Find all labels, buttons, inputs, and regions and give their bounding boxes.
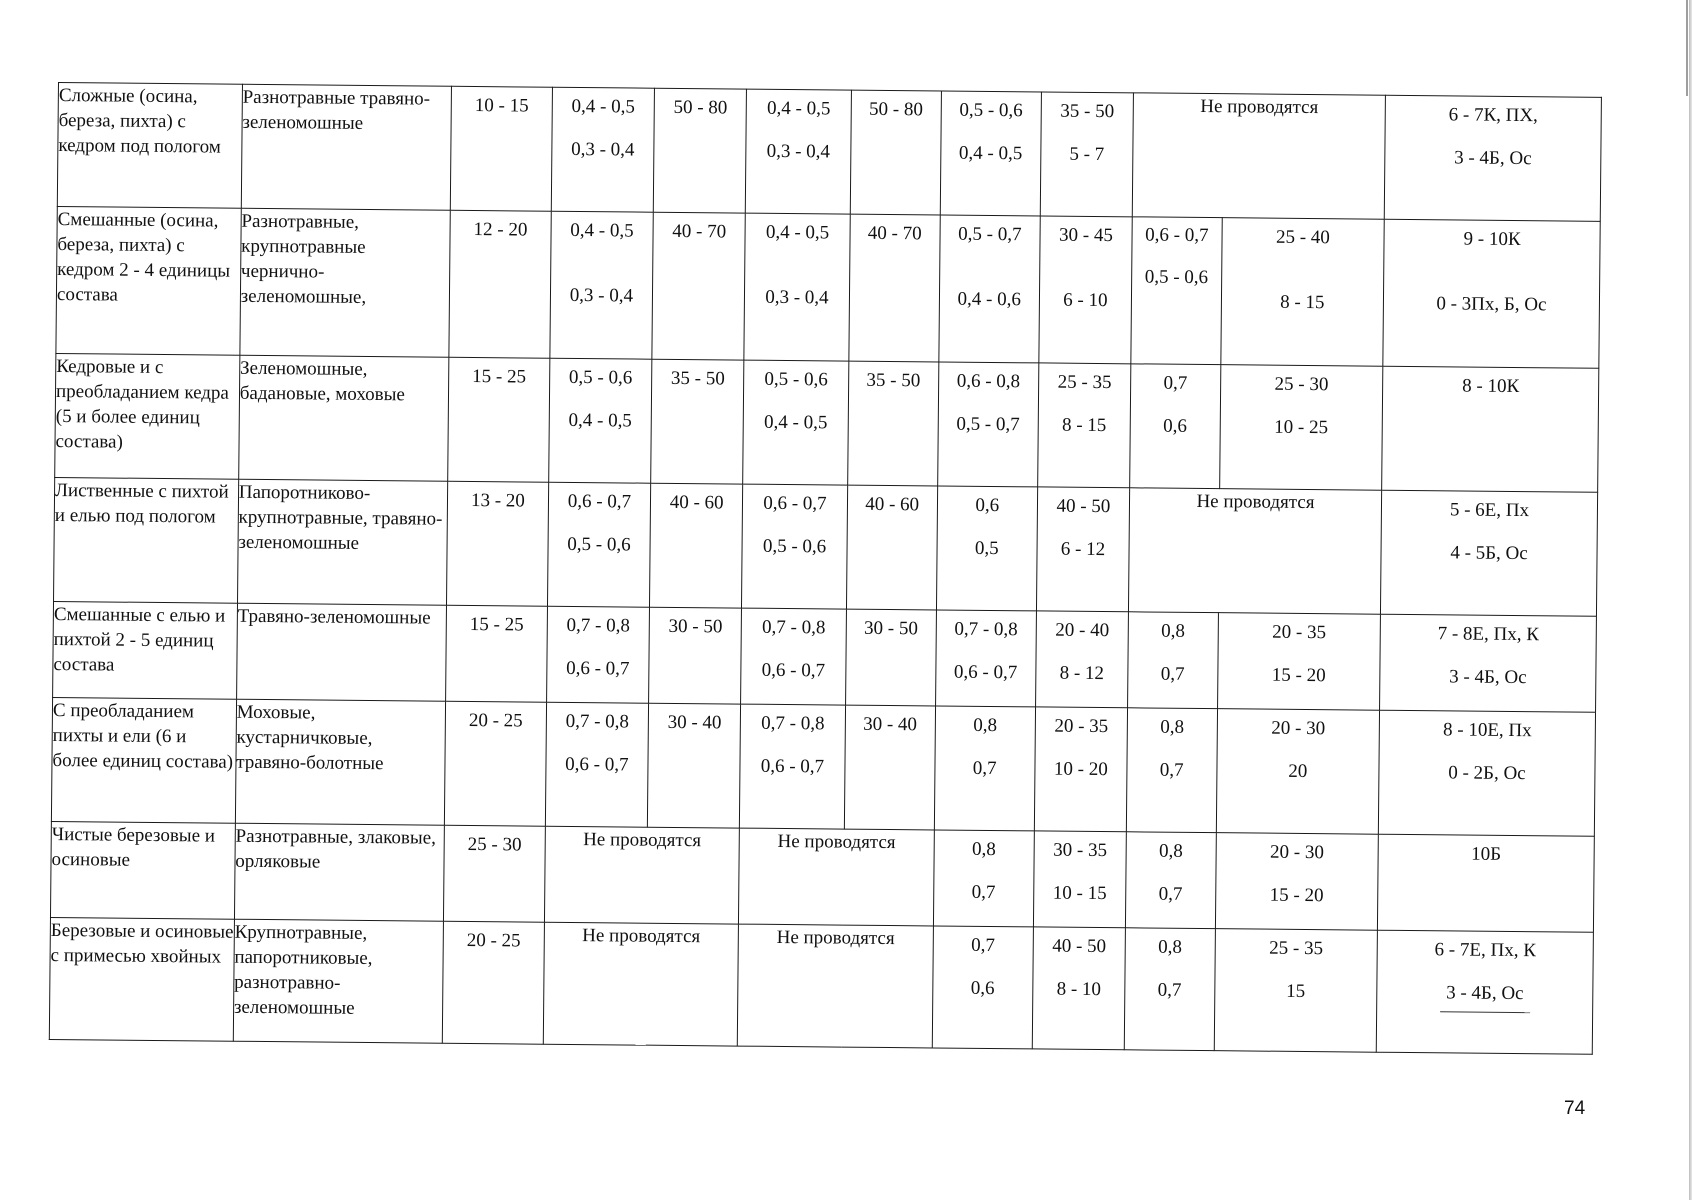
intensity-1-cell: [650, 483, 743, 608]
value-line: 0,7 - 0,8: [565, 710, 630, 733]
value-line: 0,5 - 0,6: [567, 533, 631, 556]
density-4-cell: [1124, 928, 1215, 1051]
value-line: 3 - 4Б, Ос: [1449, 666, 1527, 689]
intensity-2-cell: [845, 609, 936, 706]
value-line: 30 - 35: [1053, 839, 1108, 862]
value-line: 8 - 12: [1059, 662, 1105, 685]
intensity-1-cell: [652, 212, 745, 360]
density-3-cell: [933, 830, 1034, 927]
value-line: 30 - 50: [863, 617, 918, 640]
intensity-1-cell: [651, 359, 744, 484]
value-line: 0,5 - 0,7: [956, 413, 1020, 436]
stand-type-cell: Смешанные (осина, береза, пихта) с кедром 2 - 4 единицы состава: [56, 206, 241, 355]
value-line: 0,7 - 0,8: [954, 618, 1018, 641]
age-value: 20 - 25: [468, 709, 523, 732]
density-3-cell: [936, 486, 1038, 611]
density-3-cell: [937, 362, 1039, 487]
age-value: 15 - 25: [472, 365, 527, 388]
value-line: 0,4 - 0,6: [957, 288, 1021, 311]
value-line: 6 - 7К, ПХ,: [1448, 104, 1538, 127]
value-line: 40 - 50: [1052, 935, 1107, 958]
age-value: 10 - 15: [474, 95, 529, 117]
value-line: 10 - 25: [1274, 416, 1329, 439]
intensity-3-cell: [1036, 611, 1129, 708]
stand-type-cell: Чистые березовые и осиновые: [50, 821, 235, 919]
intensity-3-cell: [1038, 363, 1131, 488]
value-line: 8 - 15: [1061, 414, 1107, 437]
age-value: 20 - 25: [466, 929, 521, 952]
intensity-2-cell: [850, 90, 941, 215]
value-line: 0,6 - 0,8: [956, 370, 1021, 393]
not-conducted-cell: Не проводятся: [1128, 488, 1381, 614]
not-conducted-cell: Не проводятся: [543, 922, 739, 1046]
value-line: 30 - 40: [667, 711, 722, 734]
value-line: 0,6 - 0,7: [565, 753, 629, 776]
density-2-cell: [742, 484, 848, 609]
value-line: 25 - 35: [1269, 937, 1324, 960]
age-value: 13 - 20: [470, 489, 525, 512]
density-1-cell: [547, 482, 651, 607]
thinning-table: [49, 82, 1602, 1055]
underline-mark: [1440, 1011, 1530, 1013]
density-2-cell: [739, 704, 845, 829]
age-cell: [449, 210, 551, 358]
value-line: 0,5 - 0,6: [1144, 266, 1209, 289]
value-line: 0,4 - 0,5: [958, 142, 1023, 165]
composition-cell: [1377, 834, 1594, 932]
intensity-3-cell: [1034, 707, 1127, 832]
value-line: 0,4 - 0,5: [763, 411, 828, 434]
value-line: 20 - 35: [1054, 715, 1109, 738]
intensity-4-cell: [1217, 613, 1380, 711]
composition-cell: [1384, 95, 1601, 221]
value-line: 0,3 - 0,4: [765, 286, 829, 309]
value-line: 0,4 - 0,5: [570, 219, 634, 242]
value-line: 35 - 50: [866, 369, 921, 392]
intensity-3-cell: [1036, 487, 1129, 612]
value-line: 8 - 10К: [1462, 375, 1520, 398]
stand-type-cell: Смешанные с елью и пихтой 2 - 5 единиц состава: [53, 601, 238, 699]
intensity-1-cell: [653, 88, 746, 213]
value-line: 8 - 10Е, Пх: [1442, 719, 1532, 742]
value-line: 15: [1286, 980, 1306, 1003]
intensity-2-cell: [844, 705, 935, 830]
density-1-cell: [546, 606, 649, 703]
density-1-cell: [548, 358, 652, 483]
value-line: 0,8: [973, 714, 998, 737]
composition-cell: [1382, 366, 1599, 492]
value-line: 40 - 60: [669, 491, 724, 514]
composition-cell: [1381, 490, 1598, 616]
value-line: 15 - 20: [1269, 884, 1324, 907]
age-cell: [450, 86, 552, 211]
forest-type-cell: Моховые, кустарничковые, травяно-болотные: [235, 699, 446, 825]
density-4-cell: [1130, 364, 1221, 489]
stand-type-cell: Кедровые и с преобладанием кедра (5 и более единиц состава): [55, 353, 240, 479]
value-line: 20 - 30: [1269, 841, 1325, 864]
value-line: 3 - 4Б, Ос: [1454, 147, 1532, 170]
age-value: 25 - 30: [467, 833, 522, 856]
intensity-3-cell: [1039, 216, 1132, 364]
density-4-cell: [1127, 612, 1218, 709]
value-line: 0,6 - 0,7: [1145, 224, 1209, 247]
value-line: 40 - 50: [1056, 495, 1111, 518]
value-line: 20 - 40: [1055, 619, 1110, 642]
composition-cell: [1376, 930, 1593, 1054]
value-line: 0,7: [971, 934, 996, 957]
value-line: 35 - 50: [670, 367, 725, 390]
table-row: [56, 206, 1600, 368]
density-2-cell: [745, 89, 851, 214]
age-cell: [445, 701, 547, 826]
value-line: 5 - 6Е, Пх: [1449, 499, 1530, 522]
forest-type-cell: Разнотравные, злаковые, орляковые: [234, 823, 444, 921]
value-line: 50 - 80: [673, 96, 728, 119]
intensity-1-cell: [649, 607, 742, 704]
value-line: 0,6 - 0,7: [763, 492, 827, 515]
table-row: [49, 917, 1593, 1054]
age-value: 15 - 25: [469, 613, 524, 636]
value-line: 0,8: [971, 838, 996, 861]
value-line: 0,6: [1163, 415, 1187, 437]
value-line: 0,8: [1158, 936, 1182, 958]
value-line: 10 - 15: [1052, 882, 1107, 905]
density-2-cell: [741, 608, 847, 705]
intensity-3-cell: [1032, 927, 1125, 1050]
value-line: 0,5 - 0,6: [764, 368, 828, 391]
density-2-cell: [744, 213, 850, 361]
intensity-4-cell: [1219, 365, 1383, 491]
composition-cell: [1383, 219, 1600, 368]
value-line: 0,6: [970, 977, 995, 1000]
value-line: 0,8: [1161, 620, 1186, 642]
value-line: 35 - 50: [1060, 100, 1115, 123]
density-1-cell: [551, 87, 655, 212]
value-line: 25 - 35: [1057, 371, 1112, 394]
value-line: 0,5 - 0,7: [958, 223, 1022, 246]
table-row: [57, 83, 1601, 222]
intensity-4-cell: [1215, 833, 1378, 931]
density-4-cell: [1126, 708, 1217, 833]
value-line: 40 - 60: [865, 493, 920, 516]
age-cell: [447, 481, 549, 606]
not-conducted-cell: Не проводятся: [544, 826, 739, 924]
value-line: 0,4 - 0,5: [765, 221, 830, 244]
not-conducted-cell: Не проводятся: [739, 828, 934, 926]
value-line: 10Б: [1471, 843, 1502, 865]
value-line: 9 - 10К: [1463, 228, 1521, 251]
value-line: 0 - 3Пх, Б, Ос: [1436, 293, 1547, 316]
value-line: 0,7: [1163, 372, 1188, 394]
value-line: 40 - 70: [672, 220, 727, 243]
scan-shadow-top: [1686, 0, 1688, 96]
table-row: [54, 477, 1598, 616]
value-line: 50 - 80: [868, 98, 923, 121]
intensity-4-cell: [1214, 929, 1378, 1053]
value-line: 0,7: [971, 881, 996, 904]
intensity-3-cell: [1033, 831, 1126, 928]
density-4-cell: [1125, 832, 1216, 929]
value-line: 8 - 15: [1280, 291, 1325, 314]
composition-cell: [1380, 614, 1597, 712]
value-line: 20 - 30: [1271, 717, 1326, 740]
value-line: 6 - 7Е, Пх, К: [1434, 939, 1537, 962]
value-line: 0,7: [1160, 663, 1185, 685]
value-line: 0,5 - 0,6: [959, 99, 1023, 122]
density-3-cell: [935, 610, 1036, 707]
value-line: 6 - 10: [1063, 289, 1108, 312]
density-1-cell: [550, 211, 654, 359]
age-value: 12 - 20: [473, 218, 528, 241]
not-conducted-cell: Не проводятся: [737, 924, 933, 1048]
intensity-2-cell: [846, 485, 937, 610]
scan-edge: [1689, 0, 1692, 1200]
value-line: 40 - 70: [867, 222, 922, 245]
intensity-4-cell: [1220, 218, 1384, 367]
value-line: 15 - 20: [1271, 664, 1326, 687]
stand-type-cell: Лиственные с пихтой и елью под пологом: [54, 477, 239, 603]
value-line: 0,8: [1160, 716, 1185, 738]
value-line: 0,7: [1157, 979, 1182, 1001]
stand-type-cell: Сложные (осина, береза, пихта) с кедром под пологом: [57, 83, 242, 209]
density-4-cell: [1131, 217, 1222, 365]
value-line: 8 - 10: [1056, 978, 1102, 1001]
value-line: 7 - 8Е, Пх, К: [1437, 623, 1540, 646]
density-3-cell: [938, 215, 1040, 363]
forest-type-cell: Зеленомошные, бадановые, моховые: [238, 355, 449, 481]
value-line: 0,4 - 0,5: [568, 409, 632, 432]
value-line: 0,6 - 0,7: [567, 490, 632, 513]
value-line: 0,5 - 0,6: [568, 366, 633, 389]
value-line: 5 - 7: [1069, 143, 1105, 166]
value-line: 20 - 35: [1272, 621, 1327, 644]
intensity-1-cell: [648, 703, 741, 828]
density-3-cell: [934, 706, 1036, 831]
intensity-2-cell: [847, 361, 938, 486]
age-cell: [444, 825, 545, 922]
table-row: [55, 353, 1599, 492]
stand-type-cell: Березовые и осиновые с примесью хвойных: [49, 917, 234, 1041]
value-line: 0,3 - 0,4: [766, 140, 831, 163]
forest-type-cell: Травяно-зеленомошные: [236, 603, 446, 701]
value-line: 0,3 - 0,4: [569, 284, 634, 307]
value-line: 10 - 20: [1053, 758, 1108, 781]
value-line: 20: [1288, 760, 1308, 783]
density-3-cell: [940, 91, 1042, 216]
value-line: 25 - 40: [1275, 226, 1330, 249]
page-number: 74: [1564, 1098, 1586, 1119]
value-line: 0,7: [1159, 759, 1184, 781]
value-line: 0,7: [972, 757, 997, 780]
value-line: 0,3 - 0,4: [571, 138, 635, 161]
value-line: 0,7 - 0,8: [761, 712, 825, 735]
age-cell: [446, 605, 547, 702]
intensity-4-cell: [1216, 709, 1380, 835]
value-line: 30 - 40: [863, 713, 918, 736]
forest-type-cell: Разнотравные, крупнотравные чернично-зеленомошные,: [240, 208, 451, 357]
forest-type-cell: Разнотравные травяно-зеленомошные: [241, 84, 452, 210]
value-line: 0,7 - 0,8: [566, 614, 630, 637]
value-line: 0,6 - 0,7: [953, 661, 1018, 684]
stand-type-cell: С преобладанием пихты и ели (6 и более единиц состава): [51, 697, 236, 823]
value-line: 4 - 5Б, Ос: [1450, 542, 1528, 565]
density-1-cell: [545, 702, 649, 827]
table-row: [51, 697, 1595, 836]
density-3-cell: [932, 926, 1034, 1049]
value-line: 0,6 - 0,7: [760, 755, 825, 778]
value-line: 0,5 - 0,6: [762, 535, 827, 558]
age-cell: [448, 357, 550, 482]
value-line: 0,6 - 0,7: [761, 659, 826, 682]
intensity-3-cell: [1040, 92, 1133, 217]
value-line: 30 - 50: [668, 615, 723, 638]
value-line: 30 - 45: [1059, 224, 1114, 247]
forest-type-cell: Крупнотравные, папоротниковые, разнотравно-зеленомошные: [233, 919, 444, 1043]
value-line: 0,4 - 0,5: [571, 95, 635, 118]
forest-type-cell: Папоротниково-крупнотравные, травяно-зеленомошные: [237, 479, 448, 605]
density-2-cell: [743, 360, 849, 485]
intensity-2-cell: [849, 214, 940, 362]
table-row: [53, 601, 1597, 712]
value-line: 0 - 2Б, Ос: [1448, 762, 1526, 785]
value-line: 0,6: [975, 494, 1000, 517]
value-line: 3 - 4Б, Ос: [1446, 982, 1524, 1005]
value-line: 6 - 12: [1060, 538, 1106, 561]
value-line: 0,7 - 0,8: [761, 616, 826, 639]
value-line: 0,4 - 0,5: [766, 97, 831, 120]
value-line: 0,7: [1158, 883, 1183, 905]
value-line: 0,5: [974, 537, 999, 560]
value-line: 0,6 - 0,7: [566, 657, 630, 680]
composition-cell: [1378, 710, 1595, 836]
age-cell: [442, 921, 544, 1044]
table-row: [50, 821, 1594, 932]
not-conducted-cell: Не проводятся: [1132, 93, 1385, 219]
value-line: 25 - 30: [1274, 373, 1329, 396]
value-line: 0,8: [1158, 840, 1183, 862]
